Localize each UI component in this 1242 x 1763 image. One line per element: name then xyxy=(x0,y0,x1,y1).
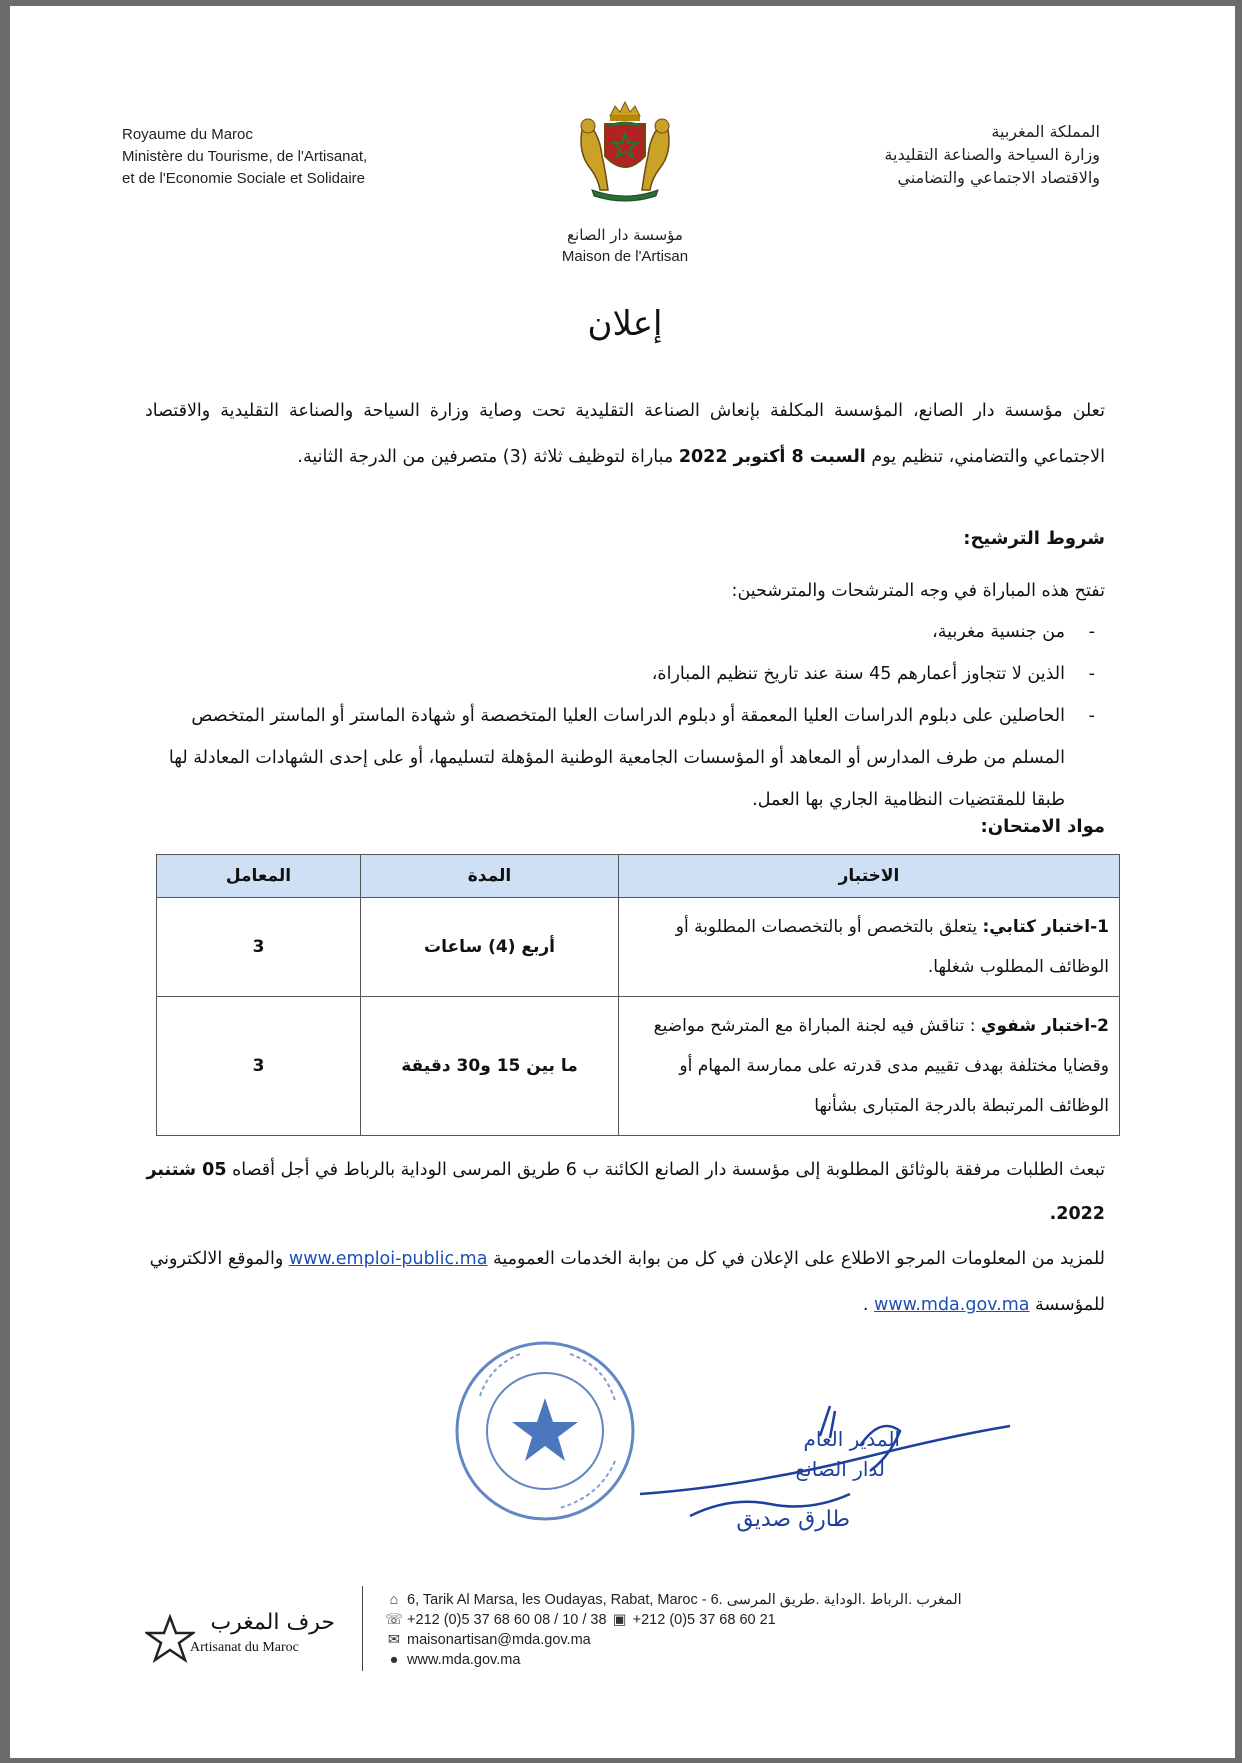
document-page xyxy=(10,6,1235,1758)
submission-text: تبعث الطلبات مرفقة بالوثائق المطلوبة إلى مؤسسة دار الصانع الكائنة ب 6 طريق المرسى الوداية بالرباط في أجل أقصاه xyxy=(226,1160,1105,1180)
info-part2: والموقع الالكتروني للمؤسسة xyxy=(149,1249,1105,1315)
signature-icon xyxy=(630,1376,1020,1546)
institution-fr: Maison de l'Artisan xyxy=(561,248,689,265)
footer-web-line xyxy=(385,1650,962,1670)
header-fr-line: et de l'Economie Sociale et Solidaire xyxy=(122,170,366,187)
mda-link[interactable]: www.mda.gov.ma xyxy=(874,1295,1030,1315)
intro-part1: تعلن مؤسسة دار الصانع، المؤسسة المكلفة بإنعاش الصناعة التقليدية تحت وصاية وزارة السياحة والصناعة التقليدية والاقتصاد الاجتماعي والتضامني، تنظيم يوم xyxy=(145,401,1105,467)
star-logo-icon xyxy=(145,1614,195,1664)
official-stamp-icon xyxy=(450,1336,640,1526)
footer-address: 6, Tarik Al Marsa, les Oudayas, Rabat, Maroc - المغرب .الرباط .الوداية .طريق المرسى .6 xyxy=(407,1592,962,1608)
info-part1: للمزيد من المعلومات المرجو الاطلاع على الإعلان في كل من بوابة الخدمات العمومية xyxy=(487,1249,1105,1269)
page-title: إعلان xyxy=(587,304,663,344)
signature-title-line2: لدار الصانع xyxy=(795,1457,885,1481)
header-ar-line: المملكة المغربية xyxy=(991,122,1100,141)
header-ar-line: وزارة السياحة والصناعة التقليدية xyxy=(884,145,1100,164)
footer-divider xyxy=(362,1586,363,1671)
duration-cell: ما بين 15 و30 دقيقة xyxy=(361,997,619,1136)
institution-ar: مؤسسة دار الصانع xyxy=(567,226,683,244)
test-title: 2-اختبار شفوي xyxy=(980,1016,1109,1036)
footer-address-line xyxy=(385,1590,962,1610)
institution-name xyxy=(490,224,760,268)
header-arabic xyxy=(884,120,1100,189)
coefficient-cell: 3 xyxy=(157,898,361,997)
column-header-coefficient: المعامل xyxy=(157,855,361,898)
artisanat-logo xyxy=(145,1602,335,1672)
emploi-public-link[interactable]: www.emploi-public.ma xyxy=(288,1249,488,1269)
globe-icon: ● xyxy=(389,1652,399,1668)
phone-icon: ☏ xyxy=(385,1612,404,1628)
test-cell xyxy=(619,997,1120,1136)
intro-part2: مباراة لتوظيف ثلاثة (3) متصرفين من الدرجة الثانية. xyxy=(297,447,679,467)
footer-fax: +212 (0)5 37 68 60 21 xyxy=(632,1612,776,1628)
exam-table xyxy=(156,854,1120,1136)
header-ar-line: والاقتصاد الاجتماعي والتضامني xyxy=(897,168,1100,187)
column-header-duration: المدة xyxy=(361,855,619,898)
test-cell xyxy=(619,898,1120,997)
exam-heading: مواد الامتحان: xyxy=(980,816,1105,837)
footer-phone: +212 (0)5 37 68 60 08 / 10 / 38 xyxy=(407,1612,607,1628)
footer-email-line xyxy=(385,1630,962,1650)
list-item: - الحاصلين على دبلوم الدراسات العليا المعمقة أو دبلوم الدراسات العليا المتخصصة أو شهادة الماستر أو الماستر المتخصص المسلم من طرف المدارس أو المعاهد أو المؤسسات الجامعية الوطنية المؤهلة لتسليمها، أو على إحدى الشهادات المعادلة لها طبقا للمقتضيات النظامية الجاري بها العمل. xyxy=(145,695,1105,821)
table-row xyxy=(157,898,1120,997)
footer-website[interactable]: www.mda.gov.ma xyxy=(407,1652,521,1668)
home-icon: ⌂ xyxy=(389,1592,399,1608)
info-part3: . xyxy=(862,1295,874,1315)
header-fr-line: Royaume du Maroc xyxy=(122,126,253,143)
conditions-heading: شروط الترشيح: xyxy=(963,528,1105,549)
coefficient-cell: 3 xyxy=(157,997,361,1136)
intro-paragraph xyxy=(145,388,1105,480)
header-french xyxy=(122,124,367,190)
signature-name: طارق صديق xyxy=(736,1507,850,1532)
list-item: - من جنسية مغربية، xyxy=(145,611,1105,653)
list-item: - الذين لا تتجاوز أعمارهم 45 سنة عند تاريخ تنظيم المباراة، xyxy=(145,653,1105,695)
test-description: : تناقش فيه لجنة المباراة مع المترشح مواضيع وقضايا مختلفة بهدف تقييم مدى قدرته على ممارسة المهام أو الوظائف المرتبطة بالدرجة المتبارى بشأنها xyxy=(653,1016,1109,1116)
duration-cell: أربع (4) ساعات xyxy=(361,898,619,997)
email-icon: ✉ xyxy=(387,1632,401,1648)
submission-paragraph xyxy=(145,1148,1105,1236)
conditions-list xyxy=(145,611,1105,821)
column-header-test: الاختبار xyxy=(619,855,1120,898)
footer-phone-line xyxy=(385,1610,962,1630)
fax-icon: ▣ xyxy=(612,1612,627,1628)
intro-date: السبت 8 أكتوبر 2022 xyxy=(678,447,866,467)
conditions-lead: تفتح هذه المباراة في وجه المترشحات والمترشحين: xyxy=(731,581,1105,601)
test-title: 1-اختبار كتابي: xyxy=(982,917,1109,937)
submission-deadline: 05 شتنبر 2022. xyxy=(146,1160,1105,1224)
royal-emblem-icon xyxy=(570,98,680,203)
info-paragraph xyxy=(145,1236,1105,1328)
logo-arabic: حرف المغرب xyxy=(210,1610,335,1635)
logo-french: Artisanat du Maroc xyxy=(190,1640,299,1655)
header-fr-line: Ministère du Tourisme, de l'Artisanat, xyxy=(122,148,368,165)
footer-email[interactable]: maisonartisan@mda.gov.ma xyxy=(407,1632,591,1648)
test-description: يتعلق بالتخصص أو بالتخصصات المطلوبة أو الوظائف المطلوب شغلها. xyxy=(675,917,1109,977)
table-row xyxy=(157,997,1120,1136)
signature-title-line1: المدير العام xyxy=(803,1427,900,1451)
table-header-row xyxy=(157,855,1120,898)
footer-contact xyxy=(385,1590,962,1670)
